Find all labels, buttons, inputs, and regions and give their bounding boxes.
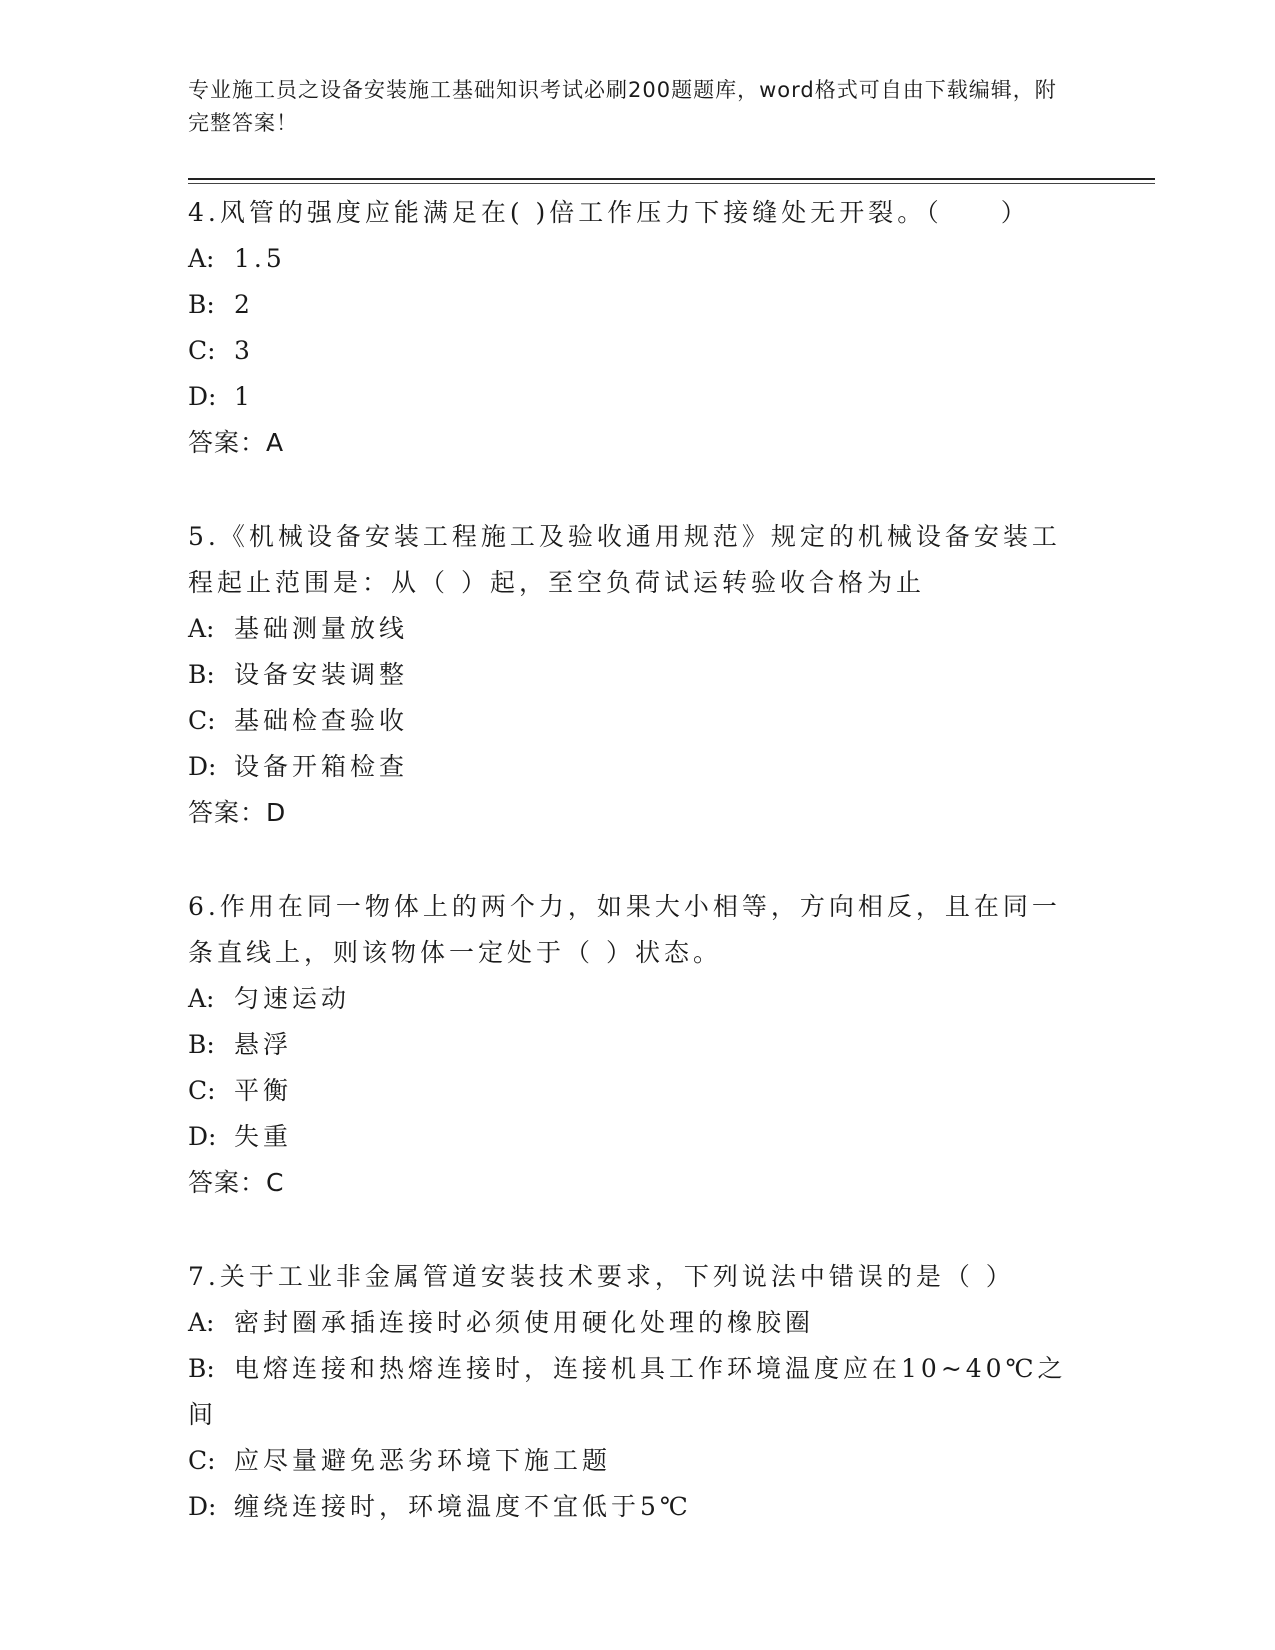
option-text: 悬浮 (234, 1030, 293, 1059)
question-stem: 6.作用在同一物体上的两个力，如果大小相等，方向相反，且在同一条直线上，则该物体一定处于（ ）状态。 (188, 892, 1061, 967)
option-a (188, 606, 1068, 652)
option-text: 1.5 (234, 244, 286, 273)
option-text: 设备开箱检查 (234, 752, 409, 781)
option-letter: C: (188, 336, 216, 365)
option-b (188, 652, 1068, 698)
option-c (188, 328, 1068, 374)
option-letter: C: (188, 1076, 216, 1105)
option-letter: B: (188, 660, 215, 689)
option-d (188, 374, 1068, 420)
option-text: 设备安装调整 (234, 660, 409, 689)
question-7 (188, 1254, 1068, 1530)
option-letter: C: (188, 706, 216, 735)
option-text: 2 (234, 290, 254, 319)
option-text: 基础检查验收 (234, 706, 409, 735)
option-text: 1 (234, 382, 254, 411)
option-letter: A: (188, 244, 215, 273)
option-text: 基础测量放线 (234, 614, 409, 643)
option-a (188, 236, 1068, 282)
option-d (188, 1114, 1068, 1160)
option-text: 3 (234, 336, 254, 365)
option-a (188, 976, 1068, 1022)
option-letter: B: (188, 1030, 215, 1059)
option-text: 失重 (234, 1122, 293, 1151)
option-letter: B: (188, 290, 215, 319)
option-letter: D: (188, 752, 217, 781)
question-4 (188, 190, 1068, 466)
option-text: 密封圈承插连接时必须使用硬化处理的橡胶圈 (234, 1308, 815, 1337)
question-list (188, 190, 1068, 1578)
option-letter: D: (188, 1122, 217, 1151)
question-stem: 4.风管的强度应能满足在( )倍工作压力下接缝处无开裂。（ ） (188, 198, 1030, 227)
option-letter: A: (188, 614, 215, 643)
question-stem: 7.关于工业非金属管道安装技术要求，下列说法中错误的是（ ） (188, 1262, 1015, 1291)
question-6 (188, 884, 1068, 1206)
option-c (188, 698, 1068, 744)
option-d (188, 744, 1068, 790)
option-letter: D: (188, 1492, 217, 1521)
option-text: 应尽量避免恶劣环境下施工题 (234, 1446, 612, 1475)
answer-line: 答案：D (188, 798, 287, 827)
header-divider-thick (188, 178, 1155, 180)
option-b (188, 282, 1068, 328)
option-text: 匀速运动 (234, 984, 351, 1013)
option-letter: B: (188, 1354, 215, 1383)
option-d (188, 1484, 1068, 1530)
question-stem: 5.《机械设备安装工程施工及验收通用规范》规定的机械设备安装工程起止范围是：从（ ）起，至空负荷试运转验收合格为止 (188, 522, 1061, 597)
option-a (188, 1300, 1068, 1346)
option-text: 电熔连接和热熔连接时，连接机具工作环境温度应在10~40℃之间 (188, 1354, 1067, 1429)
answer-line: 答案：A (188, 428, 285, 457)
option-letter: D: (188, 382, 217, 411)
option-b (188, 1022, 1068, 1068)
option-b (188, 1346, 1068, 1438)
header-divider-thin (188, 183, 1155, 184)
option-text: 平衡 (234, 1076, 293, 1105)
option-text: 缠绕连接时，环境温度不宜低于5℃ (234, 1492, 692, 1521)
option-letter: C: (188, 1446, 216, 1475)
option-c (188, 1438, 1068, 1484)
answer-line: 答案：C (188, 1168, 285, 1197)
option-letter: A: (188, 984, 215, 1013)
document-header: 专业施工员之设备安装施工基础知识考试必刷200题题库，word格式可自由下载编辑，附完整答案！ (188, 78, 1057, 135)
option-letter: A: (188, 1308, 215, 1337)
question-5 (188, 514, 1068, 836)
option-c (188, 1068, 1068, 1114)
